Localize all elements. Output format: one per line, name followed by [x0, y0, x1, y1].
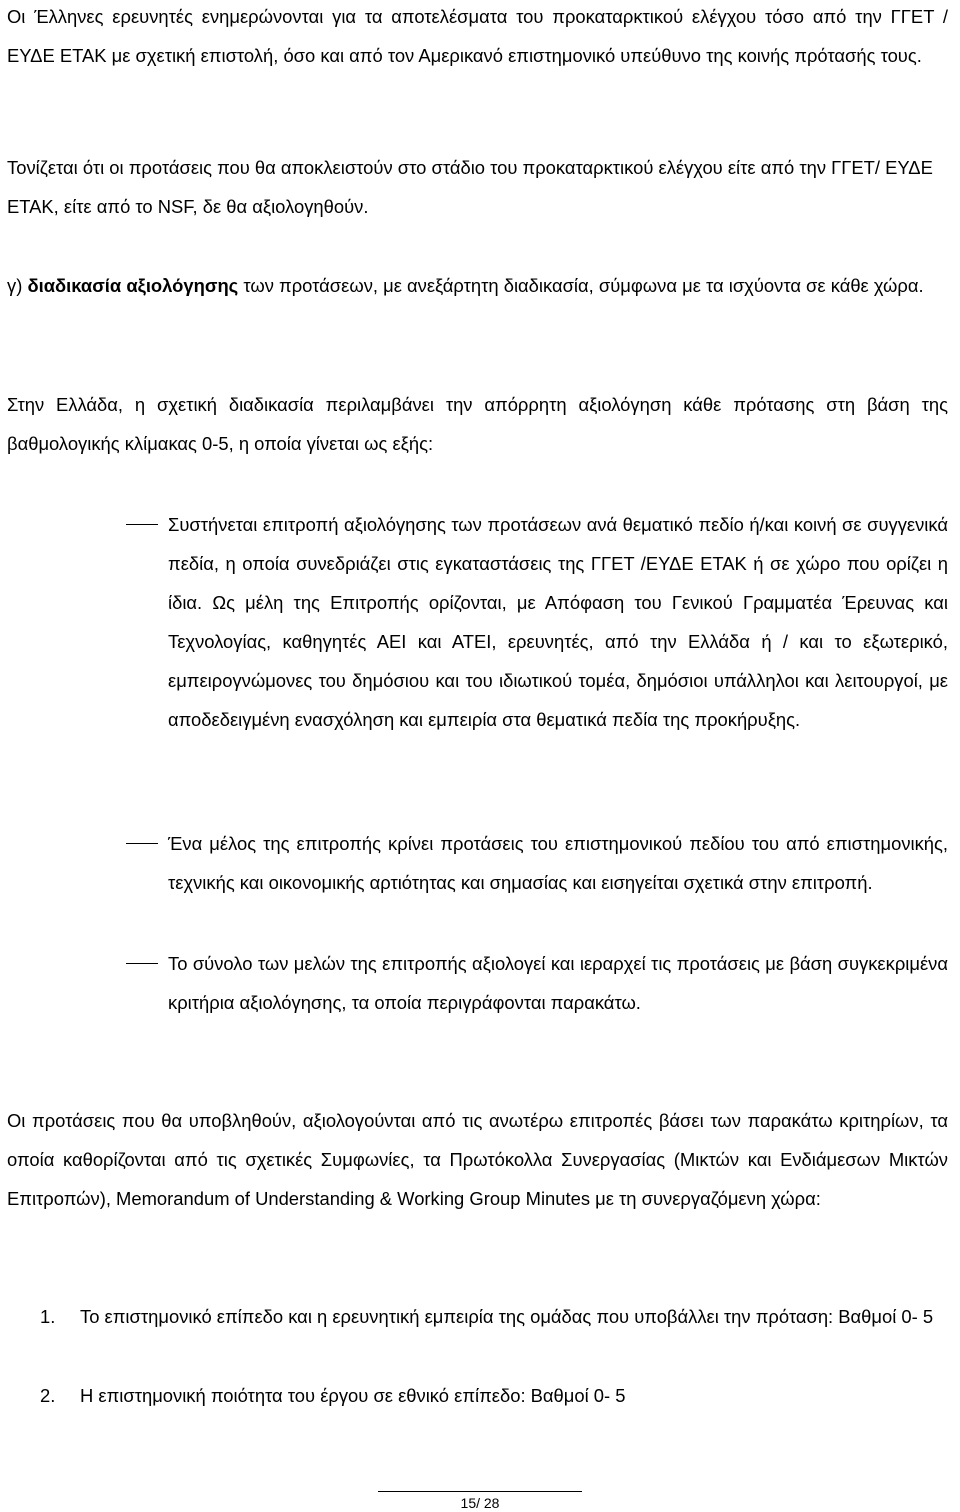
footer-divider	[378, 1491, 582, 1492]
evaluation-procedure-heading: διαδικασία αξιολόγησης	[27, 275, 239, 296]
criterion-number: 2.	[40, 1385, 56, 1406]
criterion-number: 1.	[40, 1306, 56, 1327]
bullet-dash	[126, 843, 158, 844]
evaluation-procedure-text: των προτάσεων, με ανεξάρτητη διαδικασία, σύμφωνα με τα ισχύοντα σε κάθε χώρα.	[238, 275, 924, 296]
paragraph-researchers-informed: Οι Έλληνες ερευνητές ενημερώνονται για τα αποτελέσματα του προκαταρκτικού ελέγχου τόσο από την ΓΓΕΤ / ΕΥΔΕ ΕΤΑΚ με σχετική επιστολή, όσο και από τον Αμερικανό επιστημονικό υπεύθυνο της κοινής πρότασής τους.	[7, 6, 948, 66]
bullet-member-review: Ένα μέλος της επιτροπής κρίνει προτάσεις του επιστημονικού πεδίου του από επιστημονικής, τεχνικής και οικονομικής αρτιότητας και σημασίας και εισηγείται σχετικά στην επιτροπή.	[168, 833, 948, 893]
bullet-committee-formation: Συστήνεται επιτροπή αξιολόγησης των προτάσεων ανά θεματικό πεδίο ή/και κοινή σε συγγενικά πεδία, η οποία συνεδριάζει στις εγκαταστάσεις της ΓΓΕΤ /ΕΥΔΕ ΕΤΑΚ ή σε χώρο που ορίζει η ίδια. Ως μέλη της Επιτροπής ορίζονται, με Απόφαση του Γενικού Γραμματέα Έρευνας και Τεχνολογίας, καθηγητές ΑΕΙ και ΑΤΕΙ, ερευνητές, από την Ελλάδα ή / και το εξωτερικό, εμπειρογνώμονες του δημόσιου και του ιδιωτικού τομέα, δημόσιοι υπάλληλοι και λειτουργοί, με αποδεδειγμένη ενασχόληση και εμπειρία στα θεματικά πεδία της προκήρυξης.	[168, 514, 948, 730]
criterion-scientific-quality: Η επιστημονική ποιότητα του έργου σε εθνικό επίπεδο: Βαθμοί 0- 5	[80, 1385, 626, 1406]
paragraph-excluded-proposals: Τονίζεται ότι οι προτάσεις που θα αποκλειστούν στο στάδιο του προκαταρκτικού ελέγχου είτε από την ΓΓΕΤ/ ΕΥΔΕ ΕΤΑΚ, είτε από το NSF, δε θα αξιολογηθούν.	[7, 157, 933, 217]
paragraph-criteria-intro: Οι προτάσεις που θα υποβληθούν, αξιολογούνται από τις ανωτέρω επιτροπές βάσει των παρακάτω κριτηρίων, τα οποία καθορίζονται από τις σχετικές Συμφωνίες, τα Πρωτόκολλα Συνεργασίας (Μικτών και Ενδιάμεσων Μικτών Επιτροπών), Memorandum of Understanding & Working Group Minutes με τη συνεργαζόμενη χώρα:	[7, 1110, 948, 1209]
paragraph-greece-procedure: Στην Ελλάδα, η σχετική διαδικασία περιλαμβάνει την απόρρητη αξιολόγηση κάθε πρότασης στη βάση της βαθμολογικής κλίμακας 0-5, η οποία γίνεται ως εξής:	[7, 394, 948, 454]
bullet-ranking: Το σύνολο των μελών της επιτροπής αξιολογεί και ιεραρχεί τις προτάσεις με βάση συγκεκριμένα κριτήρια αξιολόγησης, τα οποία περιγράφονται παρακάτω.	[168, 953, 948, 1013]
page-number: 15/ 28	[460, 1495, 500, 1511]
bullet-dash	[126, 963, 158, 964]
paragraph-evaluation-procedure	[7, 266, 948, 305]
criterion-scientific-level: Το επιστημονικό επίπεδο και η ερευνητική εμπειρία της ομάδας που υποβάλλει την πρόταση: Βαθμοί 0- 5	[80, 1306, 934, 1327]
bullet-dash	[126, 524, 158, 525]
item-marker-gamma: γ)	[7, 275, 28, 296]
